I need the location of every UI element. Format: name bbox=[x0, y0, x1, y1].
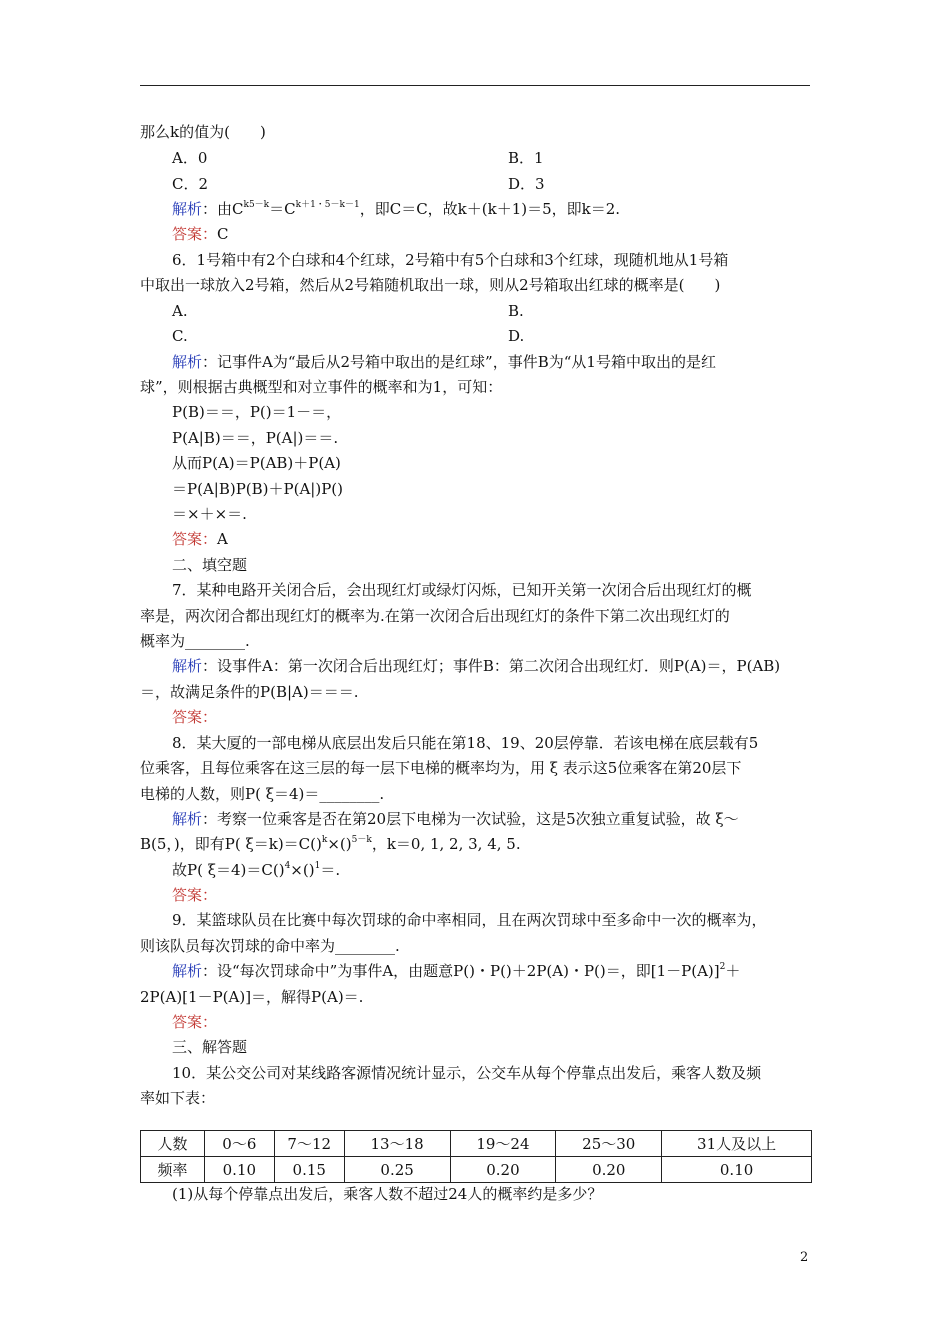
q9-solution-line2: 2P(A)[1－P(A)]＝，解得P(A)＝. bbox=[140, 988, 364, 1006]
table-cell: 0.25 bbox=[344, 1157, 450, 1183]
table-cell: 0.20 bbox=[556, 1157, 662, 1183]
q6-option-d: D. bbox=[508, 327, 525, 345]
q6-option-a: A. bbox=[172, 302, 188, 320]
section-fill-in-heading: 二、填空题 bbox=[172, 556, 248, 574]
table-cell: 0～6 bbox=[204, 1131, 274, 1157]
q10-stem-line1: 10．某公交公司对某线路客源情况统计显示，公交车从每个停靠点出发后，乘客人数及频 bbox=[172, 1064, 762, 1082]
q8-stem-line1: 8．某大厦的一部电梯从底层出发后只能在第18、19、20层停靠．若该电梯在底层载有5 bbox=[172, 734, 759, 752]
solution-label: 解析 bbox=[172, 962, 203, 980]
q5-stem: 那么k的值为( ) bbox=[140, 123, 266, 141]
table-cell: 0.20 bbox=[450, 1157, 556, 1183]
solution-label: 解析 bbox=[172, 810, 203, 828]
q8-solution-line2: B(5，)，即有P( ξ＝k)＝C()$^k$×()$^{5-k}$，k＝0, 1, 2, 3, 4, 5. bbox=[140, 835, 521, 853]
frequency-table bbox=[140, 1130, 812, 1183]
q8-solution-line1: 解析：考察一位乘客是否在第20层下电梯为一次试验，这是5次独立重复试验，故 ξ～ bbox=[172, 810, 739, 828]
q6-answer: 答案：A bbox=[172, 530, 228, 548]
q8-stem-line3: 电梯的人数，则P( ξ＝4)＝________. bbox=[140, 785, 385, 803]
table-cell: 0.10 bbox=[662, 1157, 812, 1183]
q8-solution-line3: 故P( ξ＝4)＝C()$^4$×()$^1$＝. bbox=[172, 861, 341, 879]
solution-label: 解析 bbox=[172, 200, 203, 218]
q6-solution-line5: 从而P(A)＝P(AB)＋P(A) bbox=[172, 454, 341, 472]
table-cell: 13～18 bbox=[344, 1131, 450, 1157]
solution-label: 解析 bbox=[172, 353, 203, 371]
q8-answer-label: 答案： bbox=[172, 886, 218, 904]
section-solve-heading: 三、解答题 bbox=[172, 1038, 248, 1056]
table-cell: 7～12 bbox=[274, 1131, 344, 1157]
q6-stem-line1: 6．1号箱中有2个白球和4个红球，2号箱中有5个白球和3个红球，现随机地从1号箱 bbox=[172, 251, 729, 269]
q5-answer: 答案：C bbox=[172, 225, 229, 243]
q8-stem-line2: 位乘客，且每位乘客在这三层的每一层下电梯的概率均为，用 ξ 表示这5位乘客在第20层下 bbox=[140, 759, 742, 777]
q5-option-c: C．2 bbox=[172, 175, 209, 193]
solution-label: 解析 bbox=[172, 657, 203, 675]
q9-answer-label: 答案： bbox=[172, 1013, 218, 1031]
page-number: 2 bbox=[800, 1250, 809, 1265]
q5-option-d: D．3 bbox=[508, 175, 545, 193]
q6-solution-line2: 球”，则根据古典概型和对立事件的概率和为1，可知： bbox=[140, 378, 503, 396]
q6-solution-line4: P(A|B)＝＝，P(A|)＝＝. bbox=[172, 429, 339, 447]
q7-stem-line1: 7．某种电路开关闭合后，会出现红灯或绿灯闪烁，已知开关第一次闭合后出现红灯的概 bbox=[172, 581, 752, 599]
table-cell: 31人及以上 bbox=[662, 1131, 812, 1157]
q5-option-a: A．0 bbox=[172, 149, 208, 167]
q10-stem-line2: 率如下表： bbox=[140, 1089, 216, 1107]
answer-label: 答案： bbox=[172, 225, 218, 243]
q10-subquestion-1: (1)从每个停靠点出发后，乘客人数不超过24人的概率约是多少？ bbox=[172, 1185, 603, 1203]
q9-solution-line1: 解析：设“每次罚球命中”为事件A，由题意P()・P()＋2P(A)・P()＝，即$[1-P(A)]^2+$ bbox=[172, 962, 741, 980]
header-rule bbox=[140, 85, 810, 86]
table-row bbox=[141, 1157, 812, 1183]
q7-solution-line2: ＝，故满足条件的P(B|A)＝＝＝. bbox=[140, 683, 359, 701]
q6-stem-line2: 中取出一球放入2号箱，然后从2号箱随机取出一球，则从2号箱取出红球的概率是( ) bbox=[140, 276, 721, 294]
q7-stem-line3: 概率为________. bbox=[140, 632, 250, 650]
table-cell: 人数 bbox=[141, 1131, 205, 1157]
table-header-row bbox=[141, 1131, 812, 1157]
q6-solution-line1: 解析：记事件A为“最后从2号箱中取出的是红球”，事件B为“从1号箱中取出的是红 bbox=[172, 353, 716, 371]
q5-solution: 解析：由$C^{k5-k}=C^{k+1・5-k-1}$，即C＝C，故k＋(k＋1)＝5，即k＝2. bbox=[172, 200, 621, 218]
table-cell: 0.15 bbox=[274, 1157, 344, 1183]
q7-stem-line2: 率是，两次闭合都出现红灯的概率为.在第一次闭合后出现红灯的条件下第二次出现红灯的 bbox=[140, 607, 730, 625]
q6-solution-line3: P(B)＝＝，P()＝1－＝， bbox=[172, 403, 342, 421]
table-cell: 频率 bbox=[141, 1157, 205, 1183]
q6-solution-line6: ＝P(A|B)P(B)＋P(A|)P() bbox=[172, 480, 344, 498]
q9-stem-line2: 则该队员每次罚球的命中率为________. bbox=[140, 937, 400, 955]
q7-answer-label: 答案： bbox=[172, 708, 218, 726]
answer-label: 答案： bbox=[172, 530, 218, 548]
q9-stem-line1: 9．某篮球队员在比赛中每次罚球的命中率相同，且在两次罚球中至多命中一次的概率为， bbox=[172, 911, 767, 929]
q6-solution-line7: ＝×＋×＝. bbox=[172, 505, 247, 523]
table-cell: 19～24 bbox=[450, 1131, 556, 1157]
table-cell: 0.10 bbox=[204, 1157, 274, 1183]
q7-solution-line1: 解析：设事件A：第一次闭合后出现红灯；事件B：第二次闭合出现红灯．则P(A)＝，P(AB) bbox=[172, 657, 781, 675]
q6-option-c: C. bbox=[172, 327, 188, 345]
table-cell: 25～30 bbox=[556, 1131, 662, 1157]
q6-option-b: B. bbox=[508, 302, 524, 320]
q5-option-b: B．1 bbox=[508, 149, 544, 167]
